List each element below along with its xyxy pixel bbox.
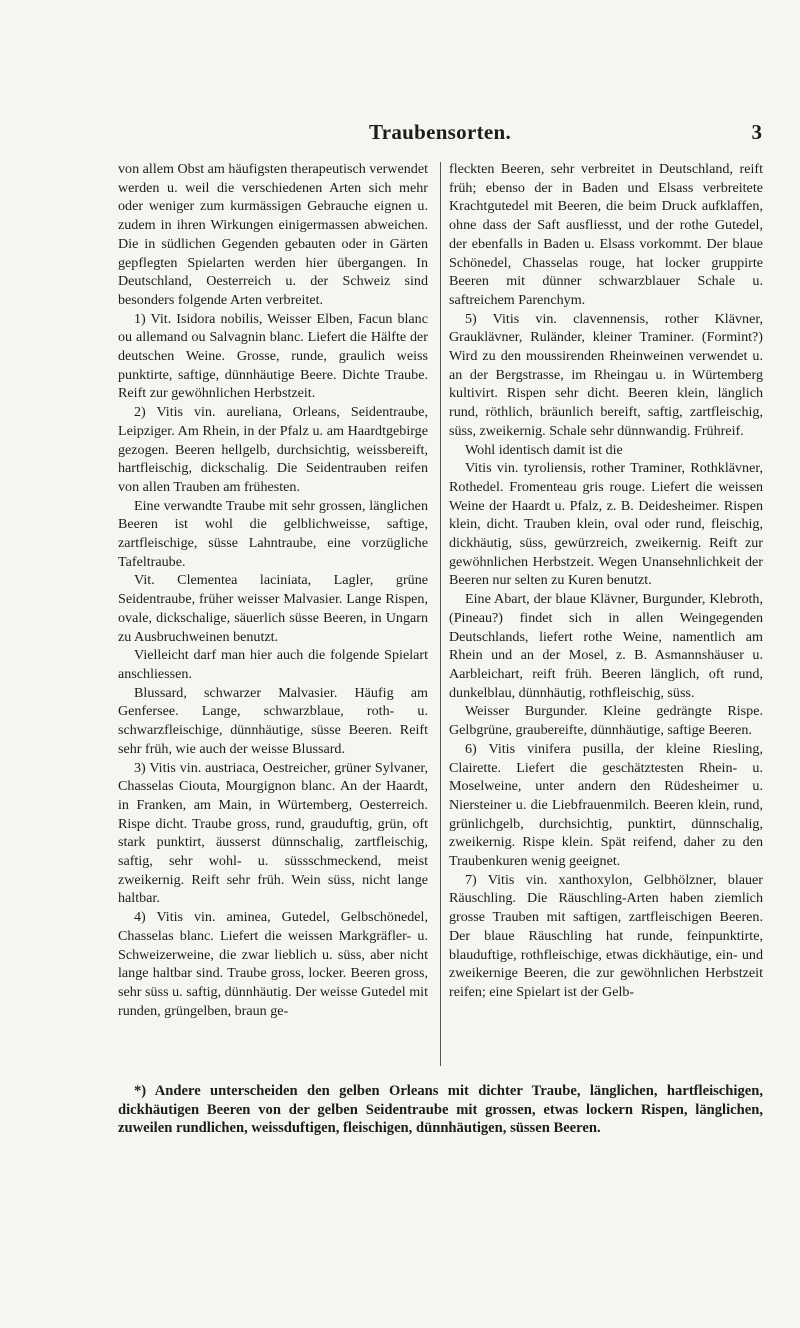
column-divider	[440, 162, 441, 1066]
paragraph: 7) Vitis vin. xanthoxylon, Gelbhölzner, blauer Räuschling. Die Räuschling-Arten haben ziemlich grosse Trauben mit saftigen, zartfleischigen Beeren. Der blaue Räuschling hat runde, feinpunktirte, blauduftige, rothfleischige, etwas dickhäutige, ein- und zweikernige Beeren, die zur gewöhnlichen Herbstzeit reifen; eine Spielart ist der Gelb-	[449, 871, 763, 1000]
running-head	[118, 120, 762, 150]
paragraph: fleckten Beeren, sehr verbreitet in Deutschland, reift früh; ebenso der in Baden und Elsass verbreitete Krachtgutedel mit Beeren, die beim Druck aufklaffen, ohne dass der Saft ausfliesst, und der rothe Gutedel, der ebenfalls in Baden u. Elsass vorkommt. Der blaue Schönedel, Chasselas rouge, hat locker gruppirte Beeren mit dünner schwarzblauer Schale u. saftreichem Parenchym.	[449, 161, 763, 308]
paragraph: 2) Vitis vin. aureliana, Orleans, Seidentraube, Leipziger. Am Rhein, in der Pfalz u. am Haardtgebirge gezogen. Beeren hellgelb, durchsichtig, weissbereift, hartfleischig, dickschalig. Die Seidentrauben reifen von allen Trauben am frühesten.	[118, 404, 428, 495]
paragraph: Eine verwandte Traube mit sehr grossen, länglichen Beeren ist wohl die gelblichweisse, saftige, zartfleischige, süsse Lahntraube, eine vorzügliche Tafeltraube.	[118, 497, 428, 570]
paragraph: 5) Vitis vin. clavennensis, rother Klävner, Grauklävner, Ruländer, kleiner Traminer. (Formint?) Wird zu den moussirenden Rheinweinen verwendet u. an der Bergstrasse, im Rheingau u. in Würtemberg kultivirt. Rispen sehr dicht. Beeren klein, länglich rund, röthlich, bräunlich bereift, saftig, zartfleischig, süss, zweikernig. Schale sehr dünnwandig. Frühreif.	[449, 310, 763, 439]
paragraph: Vitis vin. tyroliensis, rother Traminer, Rothklävner, Rothedel. Fromenteau gris rouge. Liefert die weissen Weine der Haardt u. Pfalz, z. B. Deidesheimer. Rispen klein, dicht. Trauben klein, oval oder rund, fleischig, dickhäutig, süss, gewürzreich, zweikernig. Reift zur gewöhnlichen Herbstzeit. Wegen Unansehnlichkeit der Beeren nur selten zu Kuren benutzt.	[449, 460, 763, 589]
paragraph: Wohl identisch damit ist die	[465, 441, 623, 458]
paragraph: von allem Obst am häufigsten therapeutisch verwendet werden u. weil die verschiedenen Arten sich mehr oder weniger zum kurmässigen Gebrauche eignen u. zudem in ihren Wirkungen einigermassen abweichen. Die in südlichen Gegenden gebauten oder in Gärten gepflegten Spielarten werden hier übergangen. In Deutschland, Oesterreich u. der Schweiz sind besonders folgende Arten verbreitet.	[118, 161, 428, 308]
paragraph: Vielleicht darf man hier auch die folgende Spielart anschliessen.	[118, 647, 428, 682]
paragraph: Vit. Clementea laciniata, Lagler, grüne Seidentraube, früher weisser Malvasier. Lange Rispen, ovale, dickschalige, säuerlich süsse Beeren, in Ungarn zu Ausbruchweinen benutzt.	[118, 572, 428, 645]
page-number: 3	[751, 120, 762, 144]
page-title: Traubensorten.	[368, 120, 512, 144]
paragraph: 3) Vitis vin. austriaca, Oestreicher, grüner Sylvaner, Chasselas Ciouta, Mourgignon blanc. An der Haardt, in Franken, am Main, in Würtemberg, Oesterreich. Rispe dicht. Traube gross, rund, grauduftig, grün, oft stark punktirt, äusserst dünnschalig, zartfleischig, saftig, sehr wohl- u. süssschmeckend, meist zweikernig. Reift sehr früh. Wein süss, nicht lange haltbar.	[118, 759, 428, 907]
paragraph: Eine Abart, der blaue Klävner, Burgunder, Klebroth, (Pineau?) findet sich in allen Weingegenden Deutschlands, liefert rothe Weine, namentlich am Rhein und an der Mosel, z. B. Asmannshäuser u. Aarbleichart, reift früh. Beeren länglich, oft rund, dunkelblau, dünnhäutig, rothfleischig, süss.	[449, 591, 763, 701]
left-column	[118, 160, 428, 1020]
paragraph: Weisser Burgunder. Kleine gedrängte Rispe. Gelbgrüne, graubereifte, dünnhäutige, saftige Beeren.	[449, 703, 763, 739]
paragraph: 1) Vit. Isidora nobilis, Weisser Elben, Facun blanc ou allemand ou Salvagnin blanc. Liefert die Hälfte der deutschen Weine. Grosse, runde, graulich weiss punktirte, saftige, dünnhäutige Beere. Dichte Traube. Reift zur gewöhnlichen Herbstzeit.	[118, 310, 428, 402]
paragraph: Blussard, schwarzer Malvasier. Häufig am Genfersee. Lange, schwarzblaue, roth- u. schwarzfleischige, dünnhäutige, süsse Beeren. Reift sehr früh, wie auch der weisse Blussard.	[118, 684, 428, 757]
paragraph: 4) Vitis vin. aminea, Gutedel, Gelbschönedel, Chasselas blanc. Liefert die weissen Markgräfler- u. Schweizerweine, die zwar lieblich u. süss, aber nicht lange haltbar sind. Traube gross, locker. Beeren gross, sehr süss u. saftig, dünnhäutig. Der weisse Gutedel mit runden, grüngelben, braun ge-	[118, 909, 428, 1019]
paragraph: 6) Vitis vinifera pusilla, der kleine Riesling, Clairette. Liefert die geschätztesten Rhein- u. Moselweine, unter andern den Rüdesheimer u. Niersteiner u. die Liebfrauenmilch. Beeren klein, rund, grünlichgelb, durchsichtig, punktirt, dünnschalig, zweikernig. Rispe klein. Spät reifend, daher zu den Traubenkuren wenig geeignet.	[449, 740, 763, 870]
footnote-text: *) Andere unterscheiden den gelben Orleans mit dichter Traube, länglichen, hartfleischigen, dickhäutigen Beeren von der gelben Seidentraube mit grossen, etwas lockern Rispen, länglichen, zuweilen rundlichen, weissduftigen, fleischigen, dünnhäutigen, süssen Beeren.	[118, 1083, 763, 1136]
footnote	[118, 1082, 763, 1138]
right-column	[449, 160, 763, 1002]
